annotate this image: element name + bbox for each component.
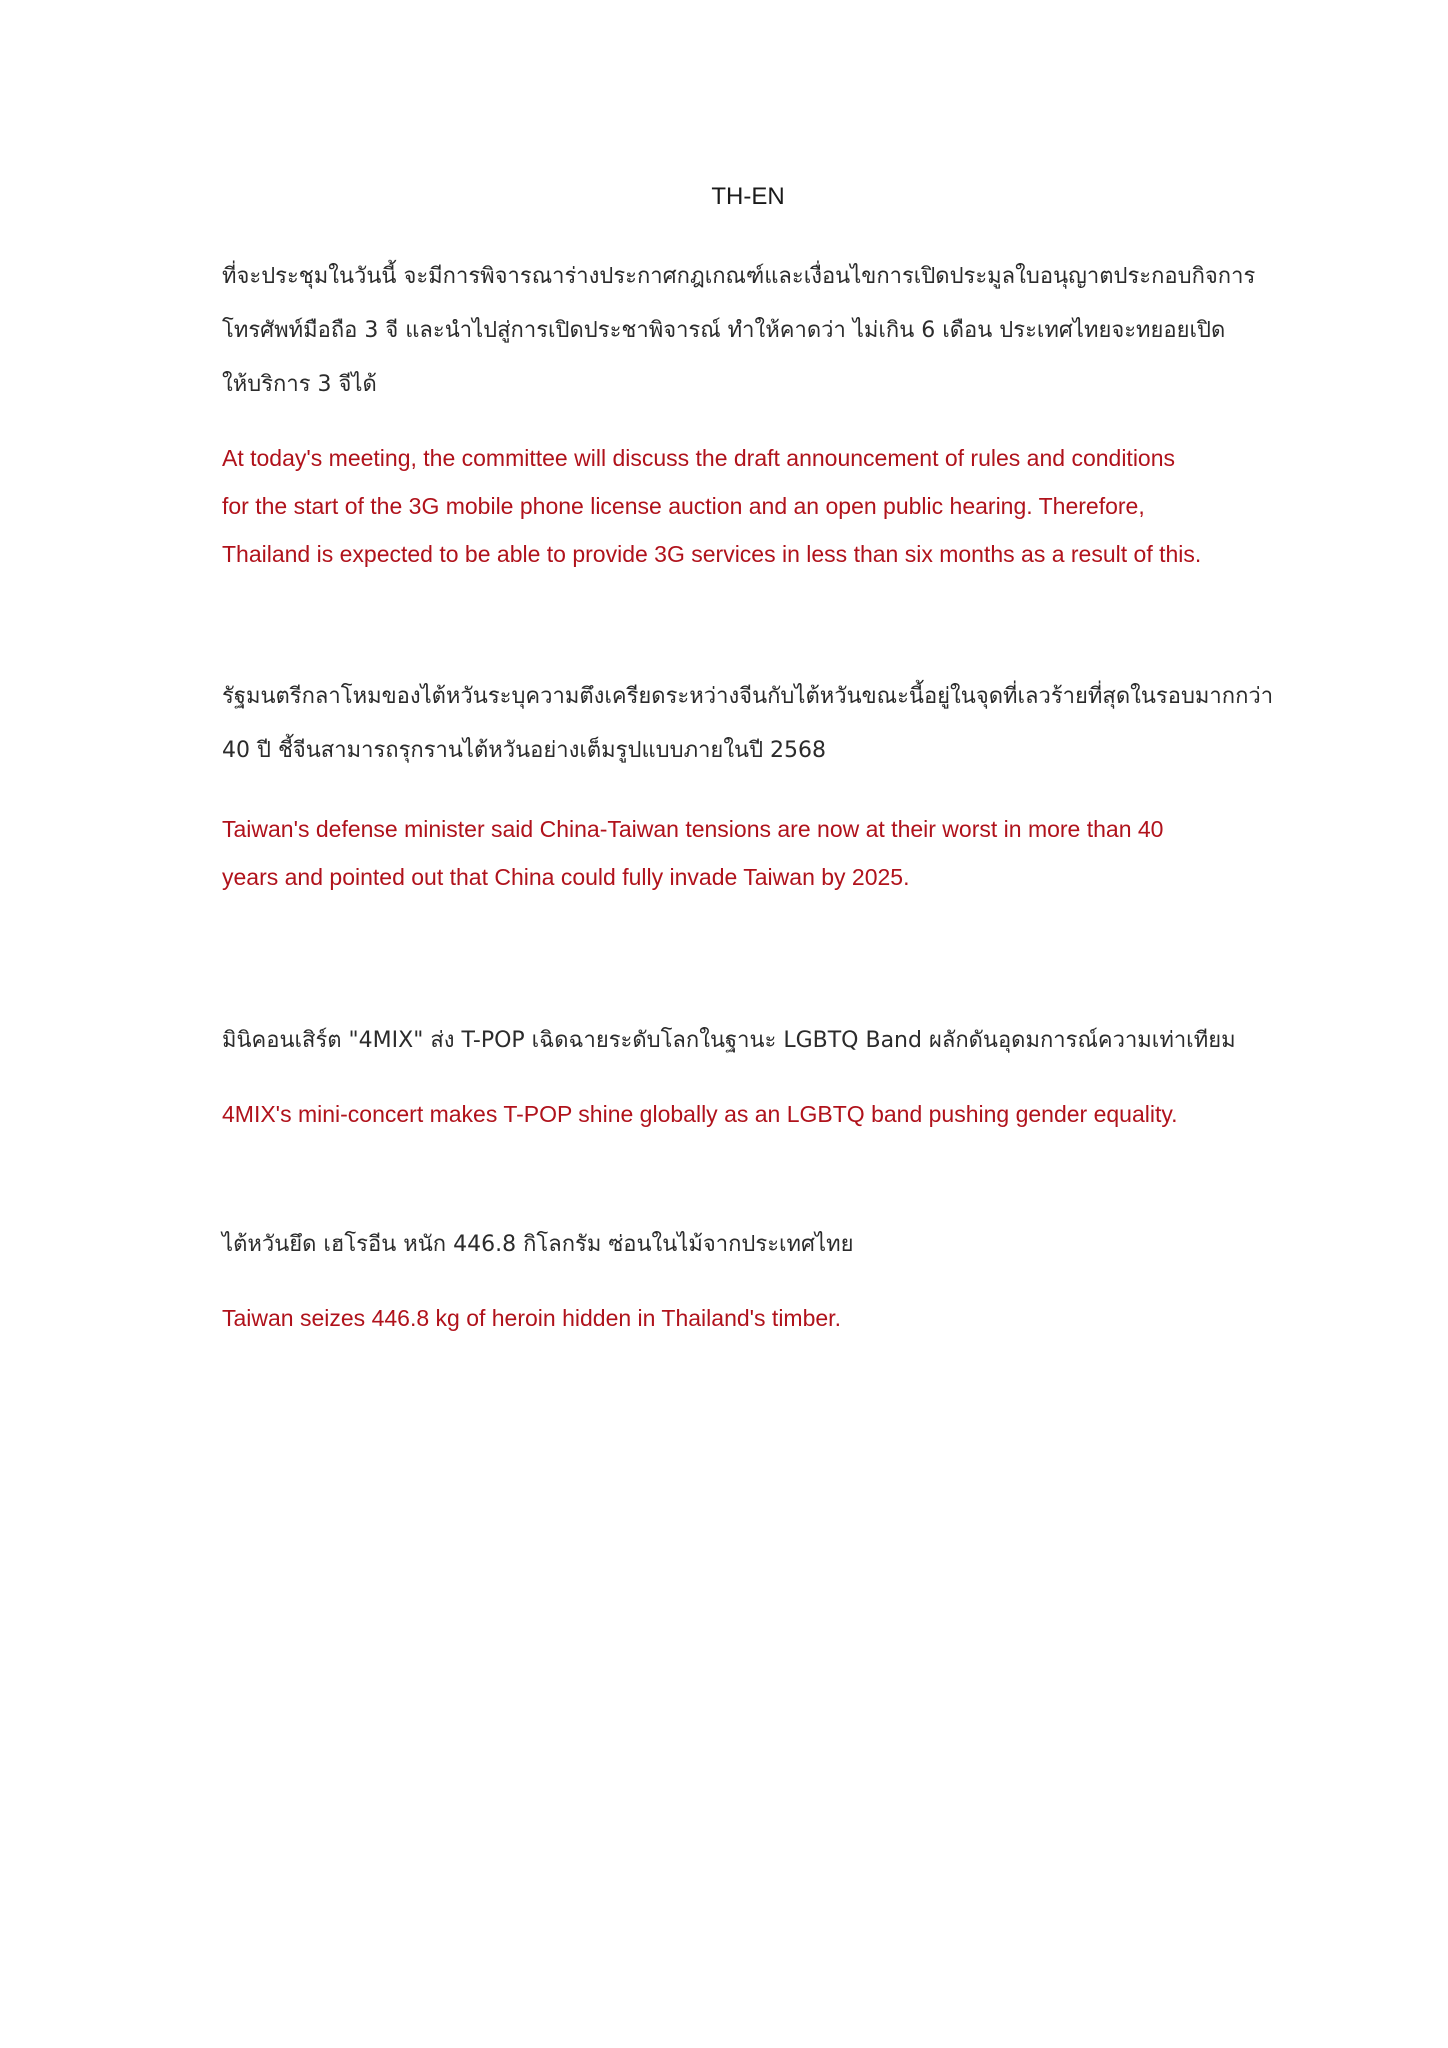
- english-paragraph-2: [222, 805, 1282, 901]
- thai-line: ให้บริการ 3 จีได้: [222, 372, 377, 397]
- english-line: Taiwan's defense minister said China-Taiwan tensions are now at their worst in more than 40: [222, 816, 1164, 842]
- thai-paragraph-4: [222, 1218, 1282, 1272]
- english-line: Taiwan seizes 446.8 kg of heroin hidden in Thailand's timber.: [222, 1305, 841, 1331]
- english-line: Thailand is expected to be able to provide 3G services in less than six months as a result of this.: [222, 541, 1202, 567]
- thai-line: 40 ปี ชี้จีนสามารถรุกรานไต้หวันอย่างเต็มรูปแบบภายในปี 2568: [222, 738, 827, 763]
- thai-line: มินิคอนเสิร์ต "4MIX" ส่ง T-POP เฉิดฉายระดับโลกในฐานะ LGBTQ Band ผลักดันอุดมการณ์ความเท่าเทียม: [222, 1028, 1236, 1053]
- thai-line: โทรศัพท์มือถือ 3 จี และนำไปสู่การเปิดประชาพิจารณ์ ทำให้คาดว่า ไม่เกิน 6 เดือน ประเทศไทยจะทยอยเปิด: [222, 318, 1226, 343]
- english-line: At today's meeting, the committee will discuss the draft announcement of rules and conditions: [222, 445, 1176, 471]
- thai-line: ที่จะประชุมในวันนี้ จะมีการพิจารณาร่างประกาศกฎเกณฑ์และเงื่อนไขการเปิดประมูลใบอนุญาตประกอบกิจการ: [222, 264, 1256, 289]
- english-line: 4MIX's mini-concert makes T-POP shine globally as an LGBTQ band pushing gender equality.: [222, 1101, 1178, 1127]
- english-line: years and pointed out that China could fully invade Taiwan by 2025.: [222, 864, 910, 890]
- thai-line: รัฐมนตรีกลาโหมของไต้หวันระบุความตึงเครียดระหว่างจีนกับไต้หวันขณะนี้อยู่ในจุดที่เลวร้ายที่สุดในรอบมากกว่า: [222, 684, 1274, 709]
- english-line: for the start of the 3G mobile phone license auction and an open public hearing. Therefore,: [222, 493, 1145, 519]
- thai-paragraph-2: [222, 670, 1282, 778]
- thai-line: ไต้หวันยึด เฮโรอีน หนัก 446.8 กิโลกรัม ซ่อนในไม้จากประเทศไทย: [222, 1232, 854, 1257]
- thai-paragraph-3: [222, 1014, 1282, 1068]
- thai-paragraph-1: [222, 250, 1282, 412]
- english-paragraph-3: [222, 1090, 1282, 1138]
- english-paragraph-1: [222, 434, 1282, 578]
- document-title: TH-EN: [711, 183, 785, 210]
- english-paragraph-4: [222, 1294, 1282, 1342]
